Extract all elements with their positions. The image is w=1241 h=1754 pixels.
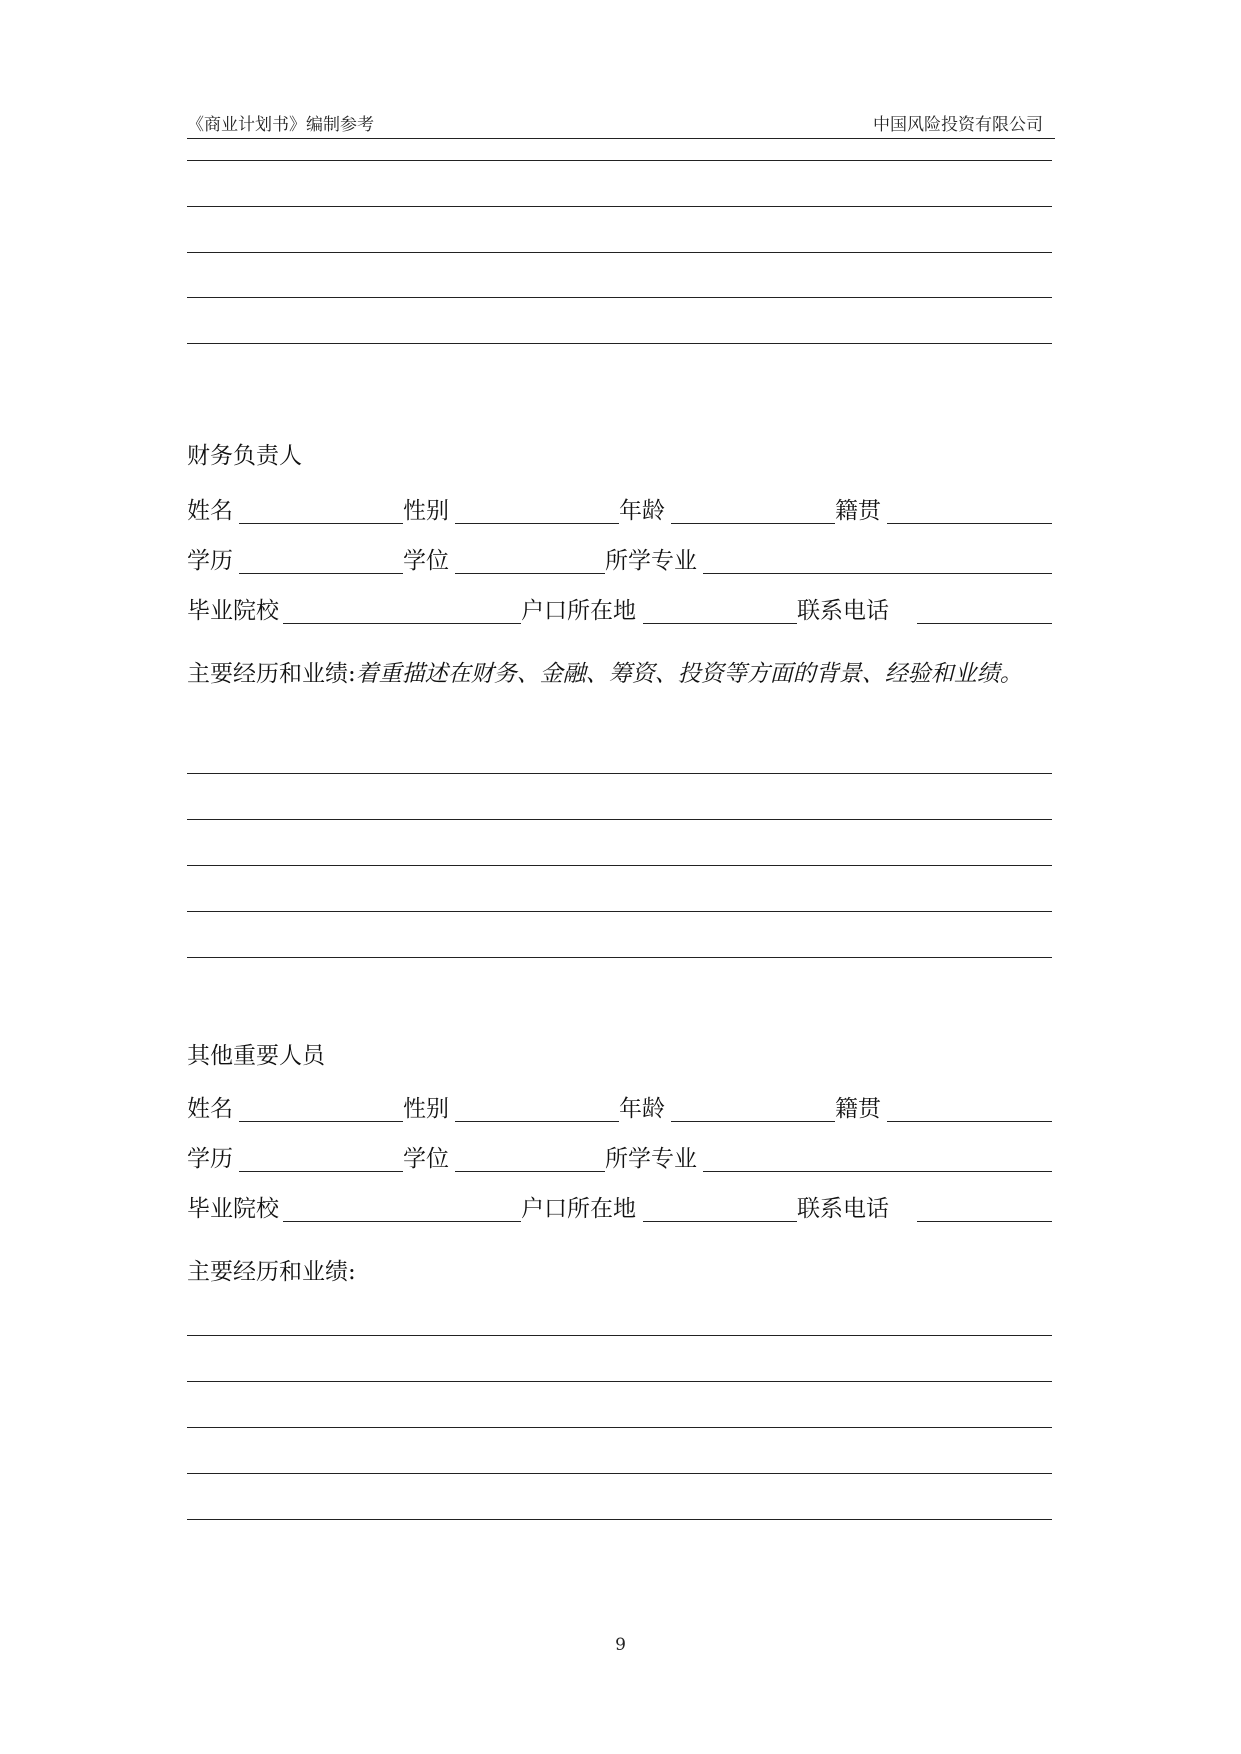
residence-field[interactable]	[643, 1221, 797, 1222]
major-label: 所学专业	[605, 548, 697, 574]
education-field[interactable]	[239, 1171, 403, 1172]
residence-label: 户口所在地	[521, 1196, 636, 1222]
name-label: 姓名	[187, 498, 233, 524]
origin-label: 籍贯	[835, 498, 881, 524]
gender-label: 性别	[403, 1096, 449, 1122]
other-contact-row	[187, 1193, 1052, 1227]
other-section-title: 其他重要人员	[187, 1043, 325, 1069]
finance-contact-row	[187, 595, 1052, 629]
origin-label: 籍贯	[835, 1096, 881, 1122]
document-title: 《商业计划书》编制参考	[187, 115, 374, 135]
education-label: 学历	[187, 1146, 233, 1172]
page-number: 9	[615, 1635, 626, 1655]
blank-writing-line[interactable]	[187, 773, 1052, 774]
age-label: 年龄	[619, 498, 665, 524]
experience-label: 主要经历和业绩:	[187, 661, 356, 687]
other-education-row	[187, 1143, 1052, 1177]
finance-education-row	[187, 545, 1052, 579]
blank-writing-line[interactable]	[187, 206, 1052, 207]
page-header	[187, 108, 1055, 139]
residence-label: 户口所在地	[521, 598, 636, 624]
experience-label: 主要经历和业绩:	[187, 1259, 356, 1285]
origin-field[interactable]	[887, 1121, 1052, 1122]
gender-field[interactable]	[455, 523, 619, 524]
phone-label: 联系电话	[797, 598, 889, 624]
company-name: 中国风险投资有限公司	[873, 115, 1043, 135]
residence-field[interactable]	[643, 623, 797, 624]
blank-writing-line[interactable]	[187, 343, 1052, 344]
blank-writing-line[interactable]	[187, 819, 1052, 820]
phone-field[interactable]	[917, 623, 1052, 624]
school-label: 毕业院校	[187, 1196, 279, 1222]
phone-field[interactable]	[917, 1221, 1052, 1222]
blank-writing-line[interactable]	[187, 297, 1052, 298]
blank-writing-line[interactable]	[187, 1381, 1052, 1382]
degree-label: 学位	[403, 1146, 449, 1172]
name-field[interactable]	[239, 1121, 403, 1122]
degree-label: 学位	[403, 548, 449, 574]
blank-writing-line[interactable]	[187, 1473, 1052, 1474]
other-experience-prompt	[187, 1253, 1057, 1291]
blank-writing-line[interactable]	[187, 1335, 1052, 1336]
name-label: 姓名	[187, 1096, 233, 1122]
finance-basic-info-row	[187, 495, 1052, 529]
blank-writing-line[interactable]	[187, 911, 1052, 912]
gender-field[interactable]	[455, 1121, 619, 1122]
gender-label: 性别	[403, 498, 449, 524]
name-field[interactable]	[239, 523, 403, 524]
other-basic-info-row	[187, 1093, 1052, 1127]
blank-writing-line[interactable]	[187, 252, 1052, 253]
experience-hint: 着重描述在财务、金融、筹资、投资等方面的背景、经验和业绩。	[355, 661, 1023, 687]
degree-field[interactable]	[455, 1171, 605, 1172]
blank-writing-line[interactable]	[187, 160, 1052, 161]
major-label: 所学专业	[605, 1146, 697, 1172]
blank-writing-line[interactable]	[187, 1519, 1052, 1520]
education-field[interactable]	[239, 573, 403, 574]
blank-writing-line[interactable]	[187, 865, 1052, 866]
age-label: 年龄	[619, 1096, 665, 1122]
school-field[interactable]	[283, 623, 521, 624]
school-label: 毕业院校	[187, 598, 279, 624]
blank-writing-line[interactable]	[187, 1427, 1052, 1428]
school-field[interactable]	[283, 1221, 521, 1222]
education-label: 学历	[187, 548, 233, 574]
origin-field[interactable]	[887, 523, 1052, 524]
degree-field[interactable]	[455, 573, 605, 574]
blank-writing-line[interactable]	[187, 957, 1052, 958]
major-field[interactable]	[703, 573, 1052, 574]
age-field[interactable]	[671, 523, 835, 524]
finance-section-title: 财务负责人	[187, 443, 302, 469]
finance-experience-prompt	[187, 655, 1057, 693]
major-field[interactable]	[703, 1171, 1052, 1172]
phone-label: 联系电话	[797, 1196, 889, 1222]
age-field[interactable]	[671, 1121, 835, 1122]
